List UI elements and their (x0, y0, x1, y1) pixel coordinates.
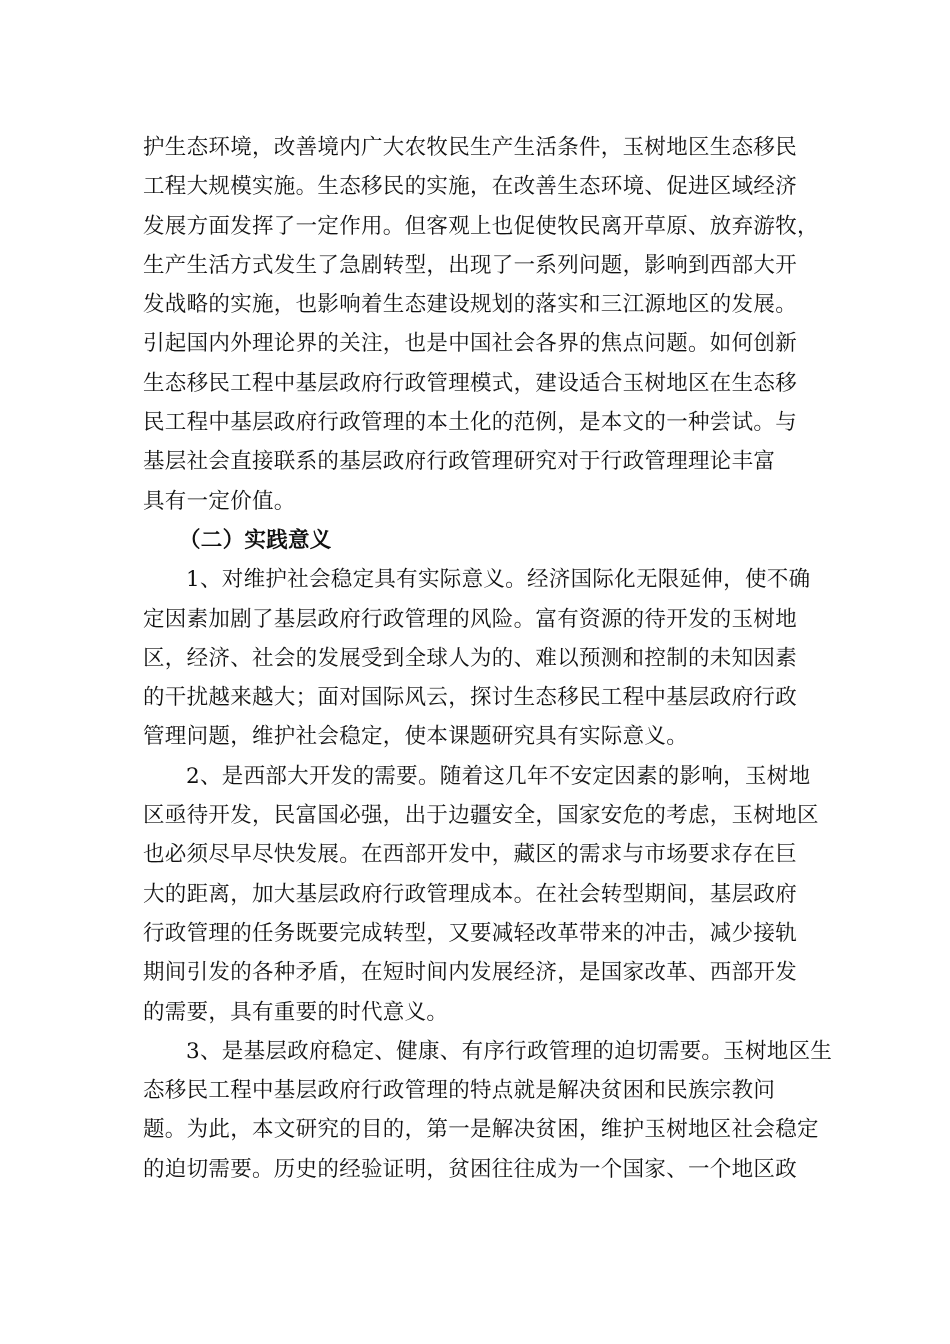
section-heading: （二）实践意义 (179, 527, 332, 553)
text-line: 发展方面发挥了一定作用。但客观上也促使牧民离开草原、放弃游牧， (143, 213, 819, 239)
text-line: 区亟待开发，民富国必强，出于边疆安全，国家安危的考虑，玉树地区 (143, 803, 819, 829)
text-line: 3、是基层政府稳定、健康、有序行政管理的迫切需要。玉树地区生 (186, 1038, 833, 1064)
text-line: 护生态环境，改善境内广大农牧民生产生活条件，玉树地区生态移民 (143, 135, 798, 160)
text-line: 大的距离，加大基层政府行政管理成本。在社会转型期间，基层政府 (143, 881, 798, 907)
text-line: 2、是西部大开发的需要。随着这几年不安定因素的影响，玉树地 (186, 763, 811, 789)
text-line: 生产生活方式发生了急剧转型，出现了一系列问题，影响到西部大开 (143, 252, 798, 278)
text-line: 发战略的实施，也影响着生态建设规划的落实和三江源地区的发展。 (143, 292, 798, 318)
text-line: 引起国内外理论界的关注，也是中国社会各界的焦点问题。如何创新 (143, 331, 798, 357)
text-line: 基层社会直接联系的基层政府行政管理研究对于行政管理理论丰富 (143, 449, 776, 475)
text-line: 管理问题，维护社会稳定，使本课题研究具有实际意义。 (143, 724, 689, 750)
text-line: 也必须尽早尽快发展。在西部开发中，藏区的需求与市场要求存在巨 (143, 842, 798, 868)
text-line: 的迫切需要。历史的经验证明，贫困往往成为一个国家、一个地区政 (143, 1156, 798, 1182)
text-line: 态移民工程中基层政府行政管理的特点就是解决贫困和民族宗教问 (143, 1078, 776, 1104)
text-line: 区，经济、社会的发展受到全球人为的、难以预测和控制的未知因素 (143, 645, 798, 671)
text-line: 具有一定价值。 (143, 488, 296, 514)
text-line: 期间引发的各种矛盾，在短时间内发展经济，是国家改革、西部开发 (143, 960, 798, 986)
text-line: 1、对维护社会稳定具有实际意义。经济国际化无限延伸，使不确 (186, 567, 811, 593)
text-line: 生态移民工程中基层政府行政管理模式，建设适合玉树地区在生态移 (143, 370, 798, 396)
text-line: 定因素加剧了基层政府行政管理的风险。富有资源的待开发的玉树地 (143, 606, 798, 632)
text-line: 的需要，具有重要的时代意义。 (143, 999, 449, 1025)
text-line: 题。为此，本文研究的目的，第一是解决贫困，维护玉树地区社会稳定 (143, 1117, 819, 1143)
text-line: 行政管理的任务既要完成转型，又要减轻改革带来的冲击，减少接轨 (143, 920, 798, 946)
document-body (143, 128, 833, 1189)
text-line: 的干扰越来越大；面对国际风云，探讨生态移民工程中基层政府行政 (143, 685, 798, 711)
text-line: 民工程中基层政府行政管理的本土化的范例，是本文的一种尝试。与 (143, 410, 798, 436)
text-line: 工程大规模实施。生态移民的实施，在改善生态环境、促进区域经济 (143, 174, 798, 200)
